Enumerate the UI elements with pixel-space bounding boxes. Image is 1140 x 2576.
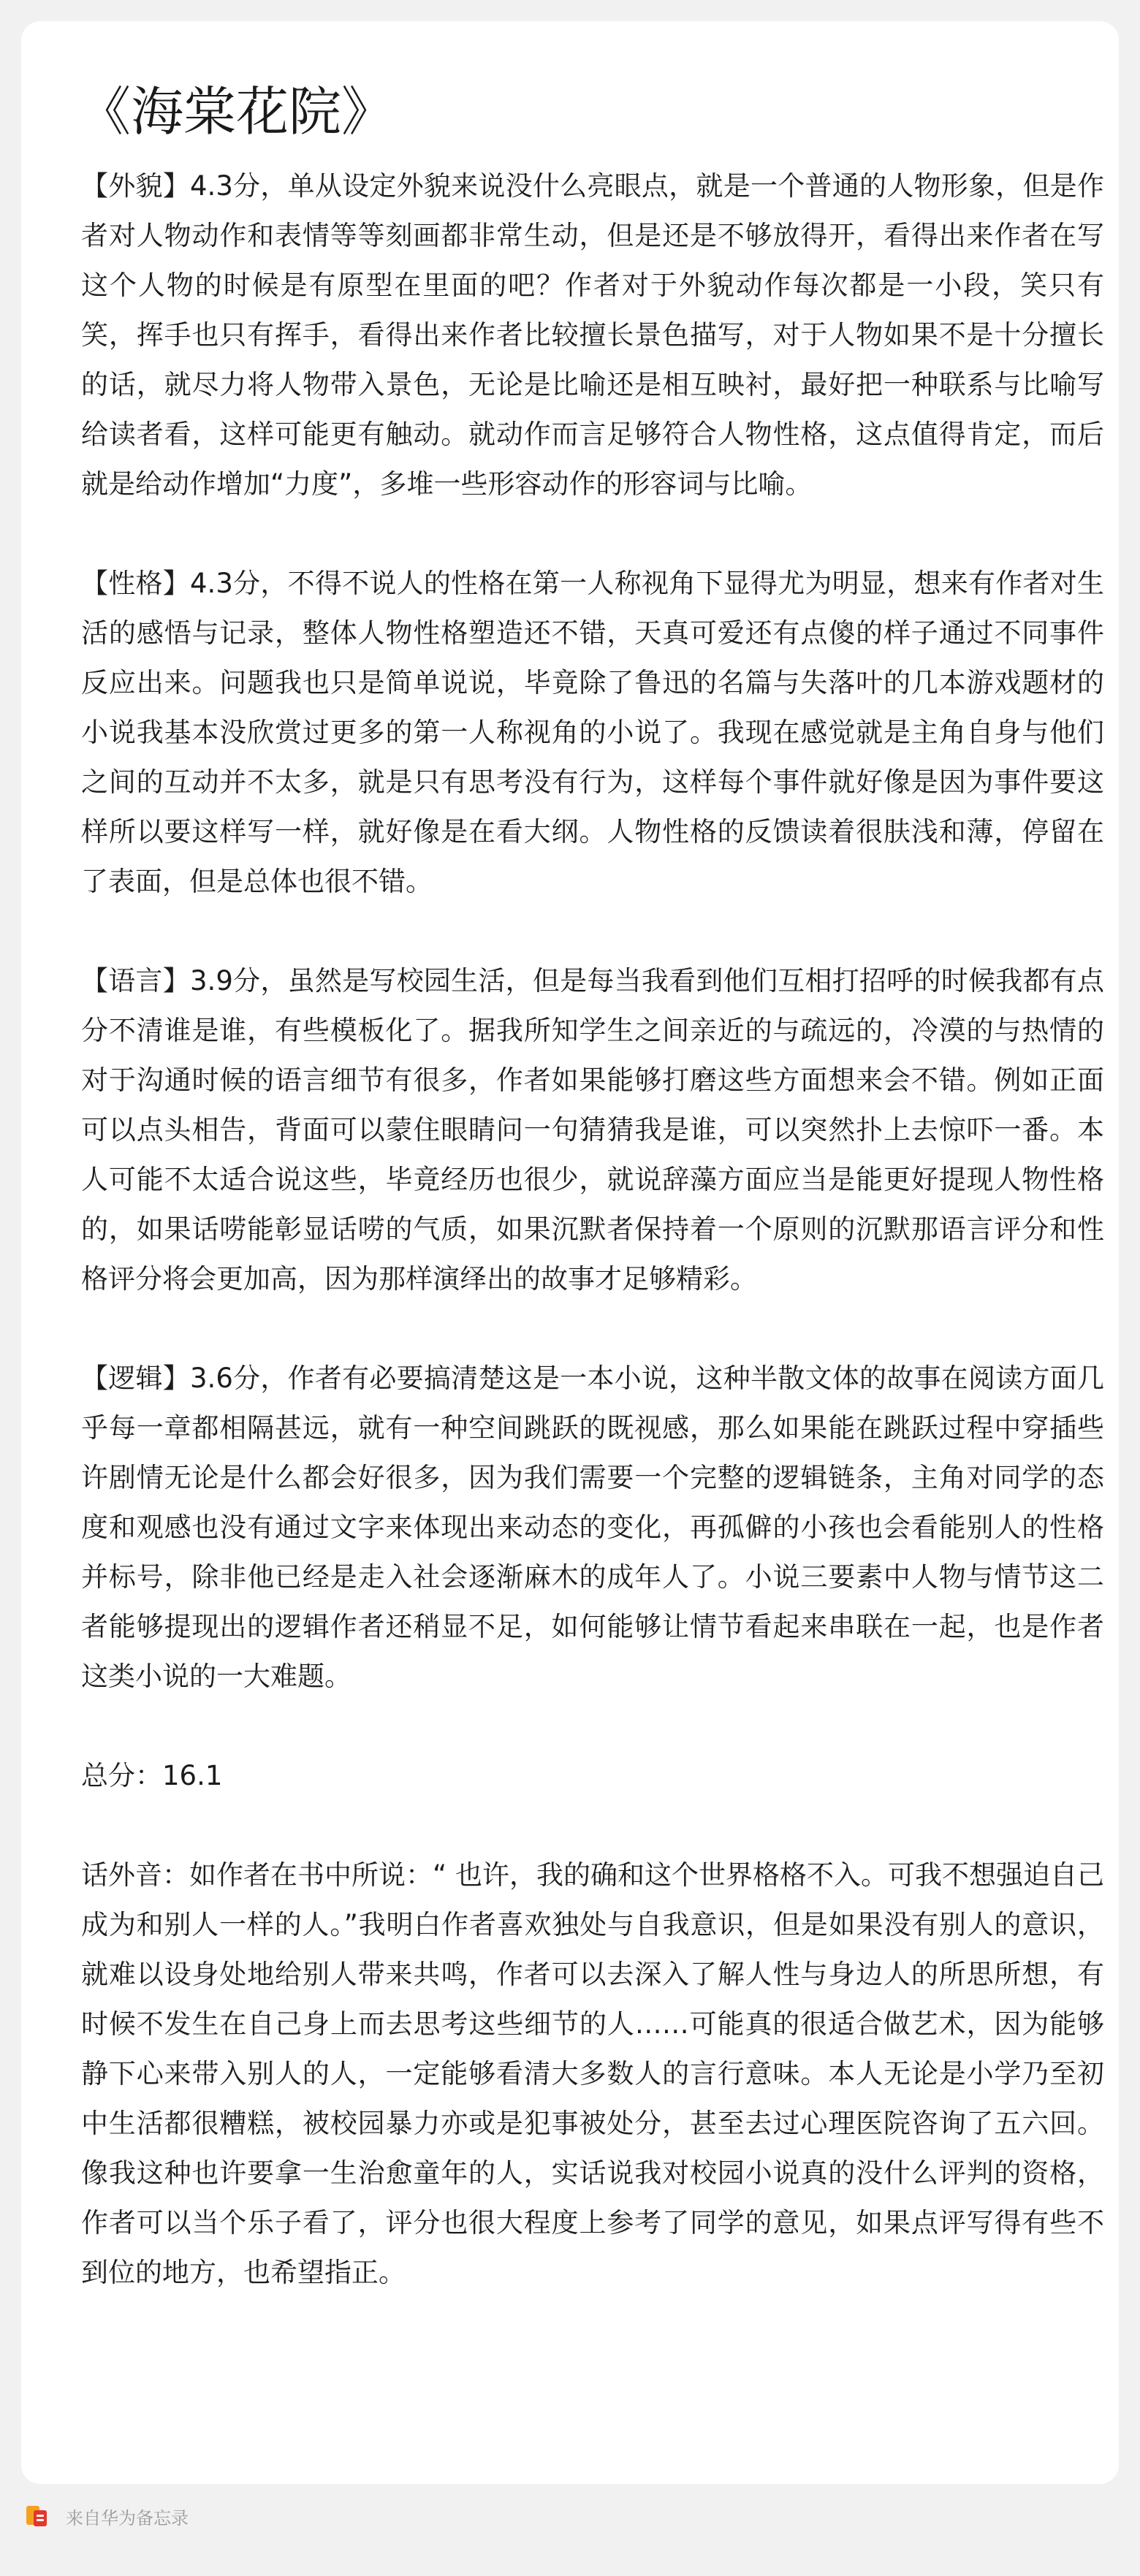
paragraph-language: 【语言】3.9分，虽然是写校园生活，但是每当我看到他们互相打招呼的时候我都有点分不清谁是谁，有些模板化了。据我所知学生之间亲近的与疏远的，冷漠的与热情的对于沟通时候的语言细节有很多，作者如果能够打磨这些方面想来会不错。例如正面可以点头相告，背面可以蒙住眼睛问一句猜猜我是谁，可以突然扑上去惊吓一番。本人可能不太适合说这些，毕竟经历也很少，就说辞藻方面应当是能更好提现人物性格的，如果话唠能彰显话唠的气质，如果沉默者保持着一个原则的沉默那语言评分和性格评分将会更加高，因为那样演绎出的故事才足够精彩。: [81, 965, 1104, 1295]
paragraph-personality: 【性格】4.3分，不得不说人的性格在第一人称视角下显得尤为明显，想来有作者对生活的感悟与记录，整体人物性格塑造还不错，天真可爱还有点傻的样子通过不同事件反应出来。问题我也只是简单说说，毕竟除了鲁迅的名篇与失落叶的几本游戏题材的小说我基本没欣赏过更多的第一人称视角的小说了。我现在感觉就是主角自身与他们之间的互动并不太多，就是只有思考没有行为，这样每个事件就好像是因为事件要这样所以要这样写一样，就好像是在看大纲。人物性格的反馈读着很肤浅和薄，停留在了表面，但是总体也很不错。: [81, 568, 1104, 897]
footer-source-text: 来自华为备忘录: [66, 2507, 189, 2529]
note-title: 《海棠花院》: [78, 81, 395, 142]
paragraph-appearance: 【外貌】4.3分，单从设定外貌来说没什么亮眼点，就是一个普通的人物形象，但是作者对人物动作和表情等等刻画都非常生动，但是还是不够放得开，看得出来作者在写这个人物的时候是有原型在里面的吧？作者对于外貌动作每次都是一小段，笑只有笑，挥手也只有挥手，看得出来作者比较擅长景色描写，对于人物如果不是十分擅长的话，就尽力将人物带入景色，无论是比喻还是相互映衬，最好把一种联系与比喻写给读者看，这样可能更有触动。就动作而言足够符合人物性格，这点值得肯定，而后就是给动作增加“力度”，多堆一些形容动作的形容词与比喻。: [81, 170, 1104, 500]
paragraph-total-score: 总分：16.1: [81, 1760, 223, 1791]
footer-source: [26, 2503, 189, 2529]
notepad-app-icon: [26, 2504, 50, 2528]
paragraph-logic: 【逻辑】3.6分，作者有必要搞清楚这是一本小说，这种半散文体的故事在阅读方面几乎每一章都相隔甚远，就有一种空间跳跃的既视感，那么如果能在跳跃过程中穿插些许剧情无论是什么都会好很多，因为我们需要一个完整的逻辑链条，主角对同学的态度和观感也没有通过文字来体现出来动态的变化，再孤僻的小孩也会看能别人的性格并标号，除非他已经是走入社会逐渐麻木的成年人了。小说三要素中人物与情节这二者能够提现出的逻辑作者还稍显不足，如何能够让情节看起来串联在一起，也是作者这类小说的一大难题。: [81, 1363, 1104, 1692]
note-card: [21, 21, 1119, 2484]
paragraph-afterword: 话外音：如作者在书中所说：“ 也许，我的确和这个世界格格不入。可我不想强迫自己成为和别人一样的人。”我明白作者喜欢独处与自我意识，但是如果没有别人的意识，就难以设身处地给别人带来共鸣，作者可以去深入了解人性与身边人的所思所想，有时候不发生在自己身上而去思考这些细节的人……可能真的很适合做艺术，因为能够静下心来带入别人的人，一定能够看清大多数人的言行意味。本人无论是小学乃至初中生活都很糟糕，被校园暴力亦或是犯事被处分，甚至去过心理医院咨询了五六回。像我这种也许要拿一生治愈童年的人，实话说我对校园小说真的没什么评判的资格，作者可以当个乐子看了，评分也很大程度上参考了同学的意见，如果点评写得有些不到位的地方，也希望指正。: [81, 1859, 1104, 2288]
